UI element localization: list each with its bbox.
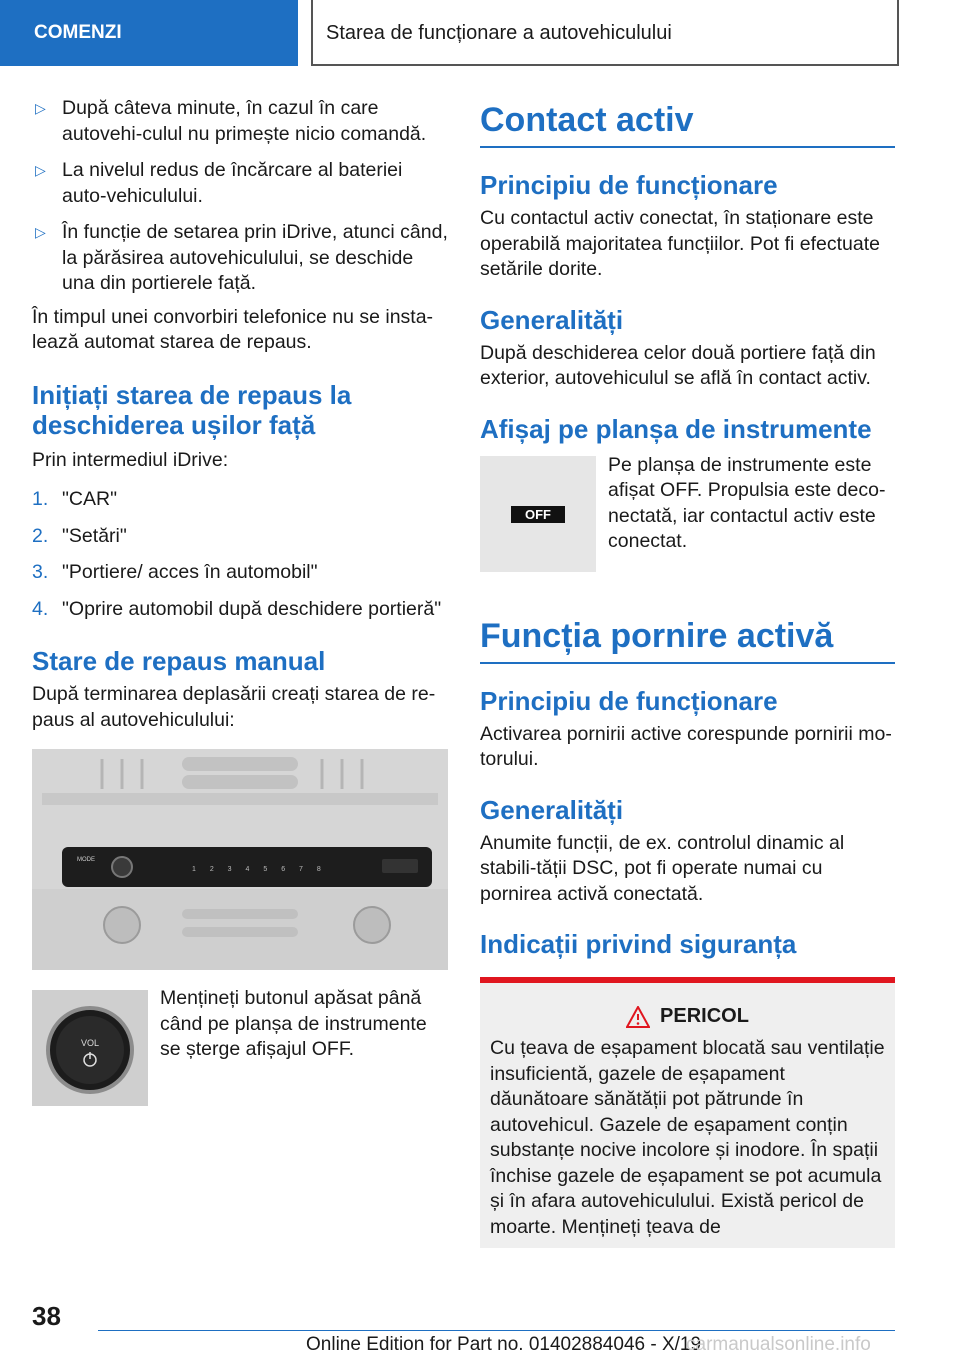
danger-title xyxy=(490,1005,885,1028)
footer-rule xyxy=(98,1330,895,1331)
paragraph: Activarea pornirii active corespunde pornirii mo-torului. xyxy=(480,722,892,770)
danger-text: Cu țeava de eșapament blocată sau ventilație insuficientă, gazele de eșapament dăunătoare sănătății pot pătrunde în autovehicul. Gazele de eșapament conțin substanțe nocive incolore și inodore. În spații închise gazele de eșapament se pot acumula și în afara autovehiculului. Există pericol de moarte. Mențineți țeava de xyxy=(490,1037,885,1238)
section-tab-label: COMENZI xyxy=(34,22,122,43)
list-item xyxy=(32,524,448,550)
step-number: 2. xyxy=(32,524,49,547)
step-number: 4. xyxy=(32,597,49,620)
paragraph: Anumite funcții, de ex. controlul dinamic al stabili-tății DSC, pot fi operate numai cu pornirea activă conectată. xyxy=(480,831,845,905)
heading-afisaj: Afișaj pe planșa de instrumente xyxy=(480,413,872,444)
page-number: 38 xyxy=(32,1301,61,1331)
heading-principiu-1: Principiu de funcționare xyxy=(480,170,778,200)
bullet-item xyxy=(32,96,448,147)
center-console-illustration xyxy=(32,749,448,970)
step-number: 3. xyxy=(32,561,49,583)
bullet-text: La nivelul redus de încărcare al bateriei auto-vehiculului. xyxy=(62,159,403,207)
danger-title-text: PERICOL xyxy=(660,1005,749,1027)
paragraph: În timpul unei convorbiri telefonice nu se insta-lează automat starea de repaus. xyxy=(32,305,434,353)
list-item xyxy=(32,597,448,623)
bullet-text: După câteva minute, în cazul în care autovehi-culul nu primește nicio comandă. xyxy=(62,97,427,145)
section-tab xyxy=(0,0,298,66)
left-column xyxy=(32,96,448,1106)
step-text: "Oprire automobil după deschidere portieră" xyxy=(62,597,442,620)
mode-label: MODE xyxy=(77,857,95,863)
paragraph: După terminarea deplasării creați starea de re-paus al autovehiculului: xyxy=(32,683,436,731)
step-number: 1. xyxy=(32,488,49,510)
heading-generalitati-1: Generalități xyxy=(480,304,624,335)
volume-knob-image xyxy=(32,990,148,1106)
vol-figure-row xyxy=(32,987,448,1106)
off-indicator xyxy=(511,506,565,523)
edition-text: Online Edition for Part no. 01402884046 - X/19 xyxy=(306,1334,702,1355)
afisaj-caption: Pe planșa de instrumente este afișat OFF. Propulsia este deco-nectată, iar contactul activ este conectat. xyxy=(608,453,886,552)
off-display-image xyxy=(480,456,596,572)
off-label: OFF xyxy=(525,506,551,522)
page-header-title: Starea de funcționare a autovehiculului xyxy=(326,21,672,44)
bullet-text: În funcție de setarea prin iDrive, atunci când, la părăsirea autovehiculului, se deschide una din portierele față. xyxy=(62,221,448,294)
warning-triangle-icon xyxy=(626,1006,650,1028)
heading-generalitati-2: Generalități xyxy=(480,794,624,825)
triangle-bullet-icon: ▷ xyxy=(35,162,46,178)
heading-indicatii: Indicații privind siguranța xyxy=(480,929,797,959)
heading-init-sleep: Inițiați starea de repaus la deschiderea ușilor față xyxy=(32,379,352,440)
vol-label: VOL xyxy=(80,1038,100,1048)
preset-digits: 1 2 3 4 5 6 7 8 xyxy=(192,866,327,873)
bullet-item xyxy=(32,220,448,297)
triangle-bullet-icon: ▷ xyxy=(35,224,46,240)
triangle-bullet-icon: ▷ xyxy=(35,100,46,116)
heading-contact-activ: Contact activ xyxy=(480,100,895,148)
console-image xyxy=(32,749,448,970)
watermark: carmanualsonline.info xyxy=(686,1334,871,1355)
volume-knob-icon xyxy=(32,990,148,1106)
right-column xyxy=(480,100,895,1248)
heading-manual-sleep: Stare de repaus manual xyxy=(32,646,326,676)
danger-notice xyxy=(480,977,895,1248)
paragraph: Cu contactul activ conectat, în staționare este operabilă majoritatea funcțiilor. Pot fi efectuate setările dorite. xyxy=(480,207,880,280)
paragraph: Prin intermediul iDrive: xyxy=(32,448,229,471)
step-text: "Portiere/ acces în automobil" xyxy=(62,561,318,583)
danger-box xyxy=(480,983,895,1248)
step-text: "Setări" xyxy=(62,524,127,547)
heading-functia-pornire: Funcția pornire activă xyxy=(480,616,895,664)
list-item xyxy=(32,487,448,513)
heading-principiu-2: Principiu de funcționare xyxy=(480,685,778,716)
off-figure-row xyxy=(480,453,895,572)
list-item xyxy=(32,560,448,586)
bullet-item xyxy=(32,158,448,209)
paragraph: După deschiderea celor două portiere față din exterior, autovehiculul se află în contact activ. xyxy=(480,341,876,389)
vol-caption: Mențineți butonul apăsat până când pe planșa de instrumente se șterge afișajul OFF. xyxy=(160,987,427,1060)
step-text: "CAR" xyxy=(62,488,118,510)
